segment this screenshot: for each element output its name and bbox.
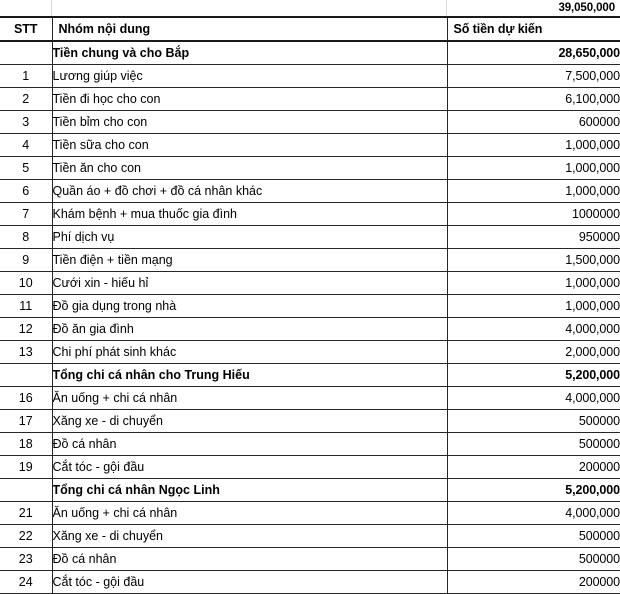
- cell-name[interactable]: Phí dịch vụ: [52, 226, 447, 249]
- table-row[interactable]: [0, 65, 620, 88]
- table-row[interactable]: [0, 295, 620, 318]
- cell-name[interactable]: Tiền điện + tiền mạng: [52, 249, 447, 272]
- table-row[interactable]: [0, 364, 620, 387]
- table-row[interactable]: [0, 249, 620, 272]
- table-row[interactable]: [0, 341, 620, 364]
- cell-value[interactable]: 1,000,000: [447, 295, 620, 318]
- cell-stt[interactable]: 13: [0, 341, 52, 364]
- table-row[interactable]: [0, 111, 620, 134]
- table-row[interactable]: [0, 502, 620, 525]
- cell-value[interactable]: 600000: [447, 111, 620, 134]
- cell-value[interactable]: 1,000,000: [447, 134, 620, 157]
- table-row[interactable]: [0, 571, 620, 594]
- cell-value[interactable]: 1,000,000: [447, 272, 620, 295]
- cell-value[interactable]: 500000: [447, 548, 620, 571]
- grand-total-band: [0, 0, 620, 16]
- grand-total-spacer-stt: [0, 0, 52, 16]
- cell-name[interactable]: Lương giúp việc: [52, 65, 447, 88]
- cell-stt[interactable]: 1: [0, 65, 52, 88]
- cell-section-value[interactable]: 5,200,000: [447, 479, 620, 502]
- cell-name[interactable]: Khám bệnh + mua thuốc gia đình: [52, 203, 447, 226]
- cell-stt[interactable]: 10: [0, 272, 52, 295]
- cell-stt[interactable]: 19: [0, 456, 52, 479]
- cell-name[interactable]: Đồ cá nhân: [52, 433, 447, 456]
- cell-stt[interactable]: 4: [0, 134, 52, 157]
- cell-stt[interactable]: 7: [0, 203, 52, 226]
- cell-value[interactable]: 6,100,000: [447, 88, 620, 111]
- cell-stt[interactable]: 12: [0, 318, 52, 341]
- cell-name[interactable]: Đồ ăn gia đình: [52, 318, 447, 341]
- cell-name[interactable]: Cưới xin - hiếu hỉ: [52, 272, 447, 295]
- budget-table: [0, 16, 620, 594]
- cell-name[interactable]: Ăn uống + chi cá nhân: [52, 502, 447, 525]
- cell-stt[interactable]: 6: [0, 180, 52, 203]
- cell-value[interactable]: 1,500,000: [447, 249, 620, 272]
- cell-stt[interactable]: 8: [0, 226, 52, 249]
- cell-name[interactable]: Tiền đi học cho con: [52, 88, 447, 111]
- cell-name[interactable]: Đồ gia dụng trong nhà: [52, 295, 447, 318]
- table-row[interactable]: [0, 433, 620, 456]
- table-row[interactable]: [0, 456, 620, 479]
- cell-value[interactable]: 4,000,000: [447, 387, 620, 410]
- cell-value[interactable]: 4,000,000: [447, 502, 620, 525]
- table-row[interactable]: [0, 548, 620, 571]
- cell-stt[interactable]: 23: [0, 548, 52, 571]
- table-row[interactable]: [0, 134, 620, 157]
- cell-value[interactable]: 500000: [447, 525, 620, 548]
- cell-section-name[interactable]: Tiền chung và cho Bắp: [52, 41, 447, 65]
- cell-name[interactable]: Cắt tóc - gội đầu: [52, 571, 447, 594]
- cell-stt[interactable]: 2: [0, 88, 52, 111]
- cell-stt[interactable]: 11: [0, 295, 52, 318]
- cell-stt[interactable]: 17: [0, 410, 52, 433]
- cell-stt[interactable]: [0, 41, 52, 65]
- column-header-value: Số tiền dự kiến: [447, 17, 620, 41]
- table-header-row: [0, 17, 620, 41]
- cell-section-name[interactable]: Tổng chi cá nhân cho Trung Hiếu: [52, 364, 447, 387]
- cell-value[interactable]: 500000: [447, 433, 620, 456]
- cell-value[interactable]: 1,000,000: [447, 180, 620, 203]
- cell-value[interactable]: 200000: [447, 571, 620, 594]
- table-row[interactable]: [0, 410, 620, 433]
- table-row[interactable]: [0, 157, 620, 180]
- column-header-stt: STT: [0, 17, 52, 41]
- table-row[interactable]: [0, 387, 620, 410]
- cell-value[interactable]: 500000: [447, 410, 620, 433]
- cell-name[interactable]: Đồ cá nhân: [52, 548, 447, 571]
- cell-name[interactable]: Tiền bỉm cho con: [52, 111, 447, 134]
- table-row[interactable]: [0, 525, 620, 548]
- table-row[interactable]: [0, 203, 620, 226]
- cell-section-value[interactable]: 28,650,000: [447, 41, 620, 65]
- cell-value[interactable]: 200000: [447, 456, 620, 479]
- cell-name[interactable]: Tiền sữa cho con: [52, 134, 447, 157]
- cell-value[interactable]: 1,000,000: [447, 157, 620, 180]
- cell-name[interactable]: Tiền ăn cho con: [52, 157, 447, 180]
- cell-name[interactable]: Ăn uống + chi cá nhân: [52, 387, 447, 410]
- cell-name[interactable]: Xăng xe - di chuyển: [52, 525, 447, 548]
- table-row[interactable]: [0, 88, 620, 111]
- cell-stt[interactable]: 24: [0, 571, 52, 594]
- table-row[interactable]: [0, 479, 620, 502]
- cell-stt[interactable]: 21: [0, 502, 52, 525]
- table-row[interactable]: [0, 226, 620, 249]
- cell-value[interactable]: 4,000,000: [447, 318, 620, 341]
- cell-stt[interactable]: [0, 364, 52, 387]
- cell-value[interactable]: 950000: [447, 226, 620, 249]
- cell-stt[interactable]: [0, 479, 52, 502]
- cell-stt[interactable]: 18: [0, 433, 52, 456]
- cell-stt[interactable]: 22: [0, 525, 52, 548]
- cell-value[interactable]: 2,000,000: [447, 341, 620, 364]
- table-row[interactable]: [0, 272, 620, 295]
- table-row[interactable]: [0, 318, 620, 341]
- cell-name[interactable]: Xăng xe - di chuyển: [52, 410, 447, 433]
- cell-section-name[interactable]: Tổng chi cá nhân Ngọc Linh: [52, 479, 447, 502]
- cell-stt[interactable]: 9: [0, 249, 52, 272]
- cell-value[interactable]: 1000000: [447, 203, 620, 226]
- cell-name[interactable]: Cắt tóc - gội đầu: [52, 456, 447, 479]
- cell-name[interactable]: Chi phí phát sinh khác: [52, 341, 447, 364]
- cell-name[interactable]: Quần áo + đồ chơi + đồ cá nhân khác: [52, 180, 447, 203]
- grand-total-spacer-name: [52, 0, 447, 16]
- table-body: [0, 41, 620, 594]
- table-row[interactable]: [0, 180, 620, 203]
- grand-total-value: 39,050,000: [558, 2, 615, 14]
- cell-value[interactable]: 7,500,000: [447, 65, 620, 88]
- cell-stt[interactable]: 3: [0, 111, 52, 134]
- cell-stt[interactable]: 16: [0, 387, 52, 410]
- table-row[interactable]: [0, 41, 620, 65]
- cell-stt[interactable]: 5: [0, 157, 52, 180]
- column-header-name: Nhóm nội dung: [52, 17, 447, 41]
- cell-section-value[interactable]: 5,200,000: [447, 364, 620, 387]
